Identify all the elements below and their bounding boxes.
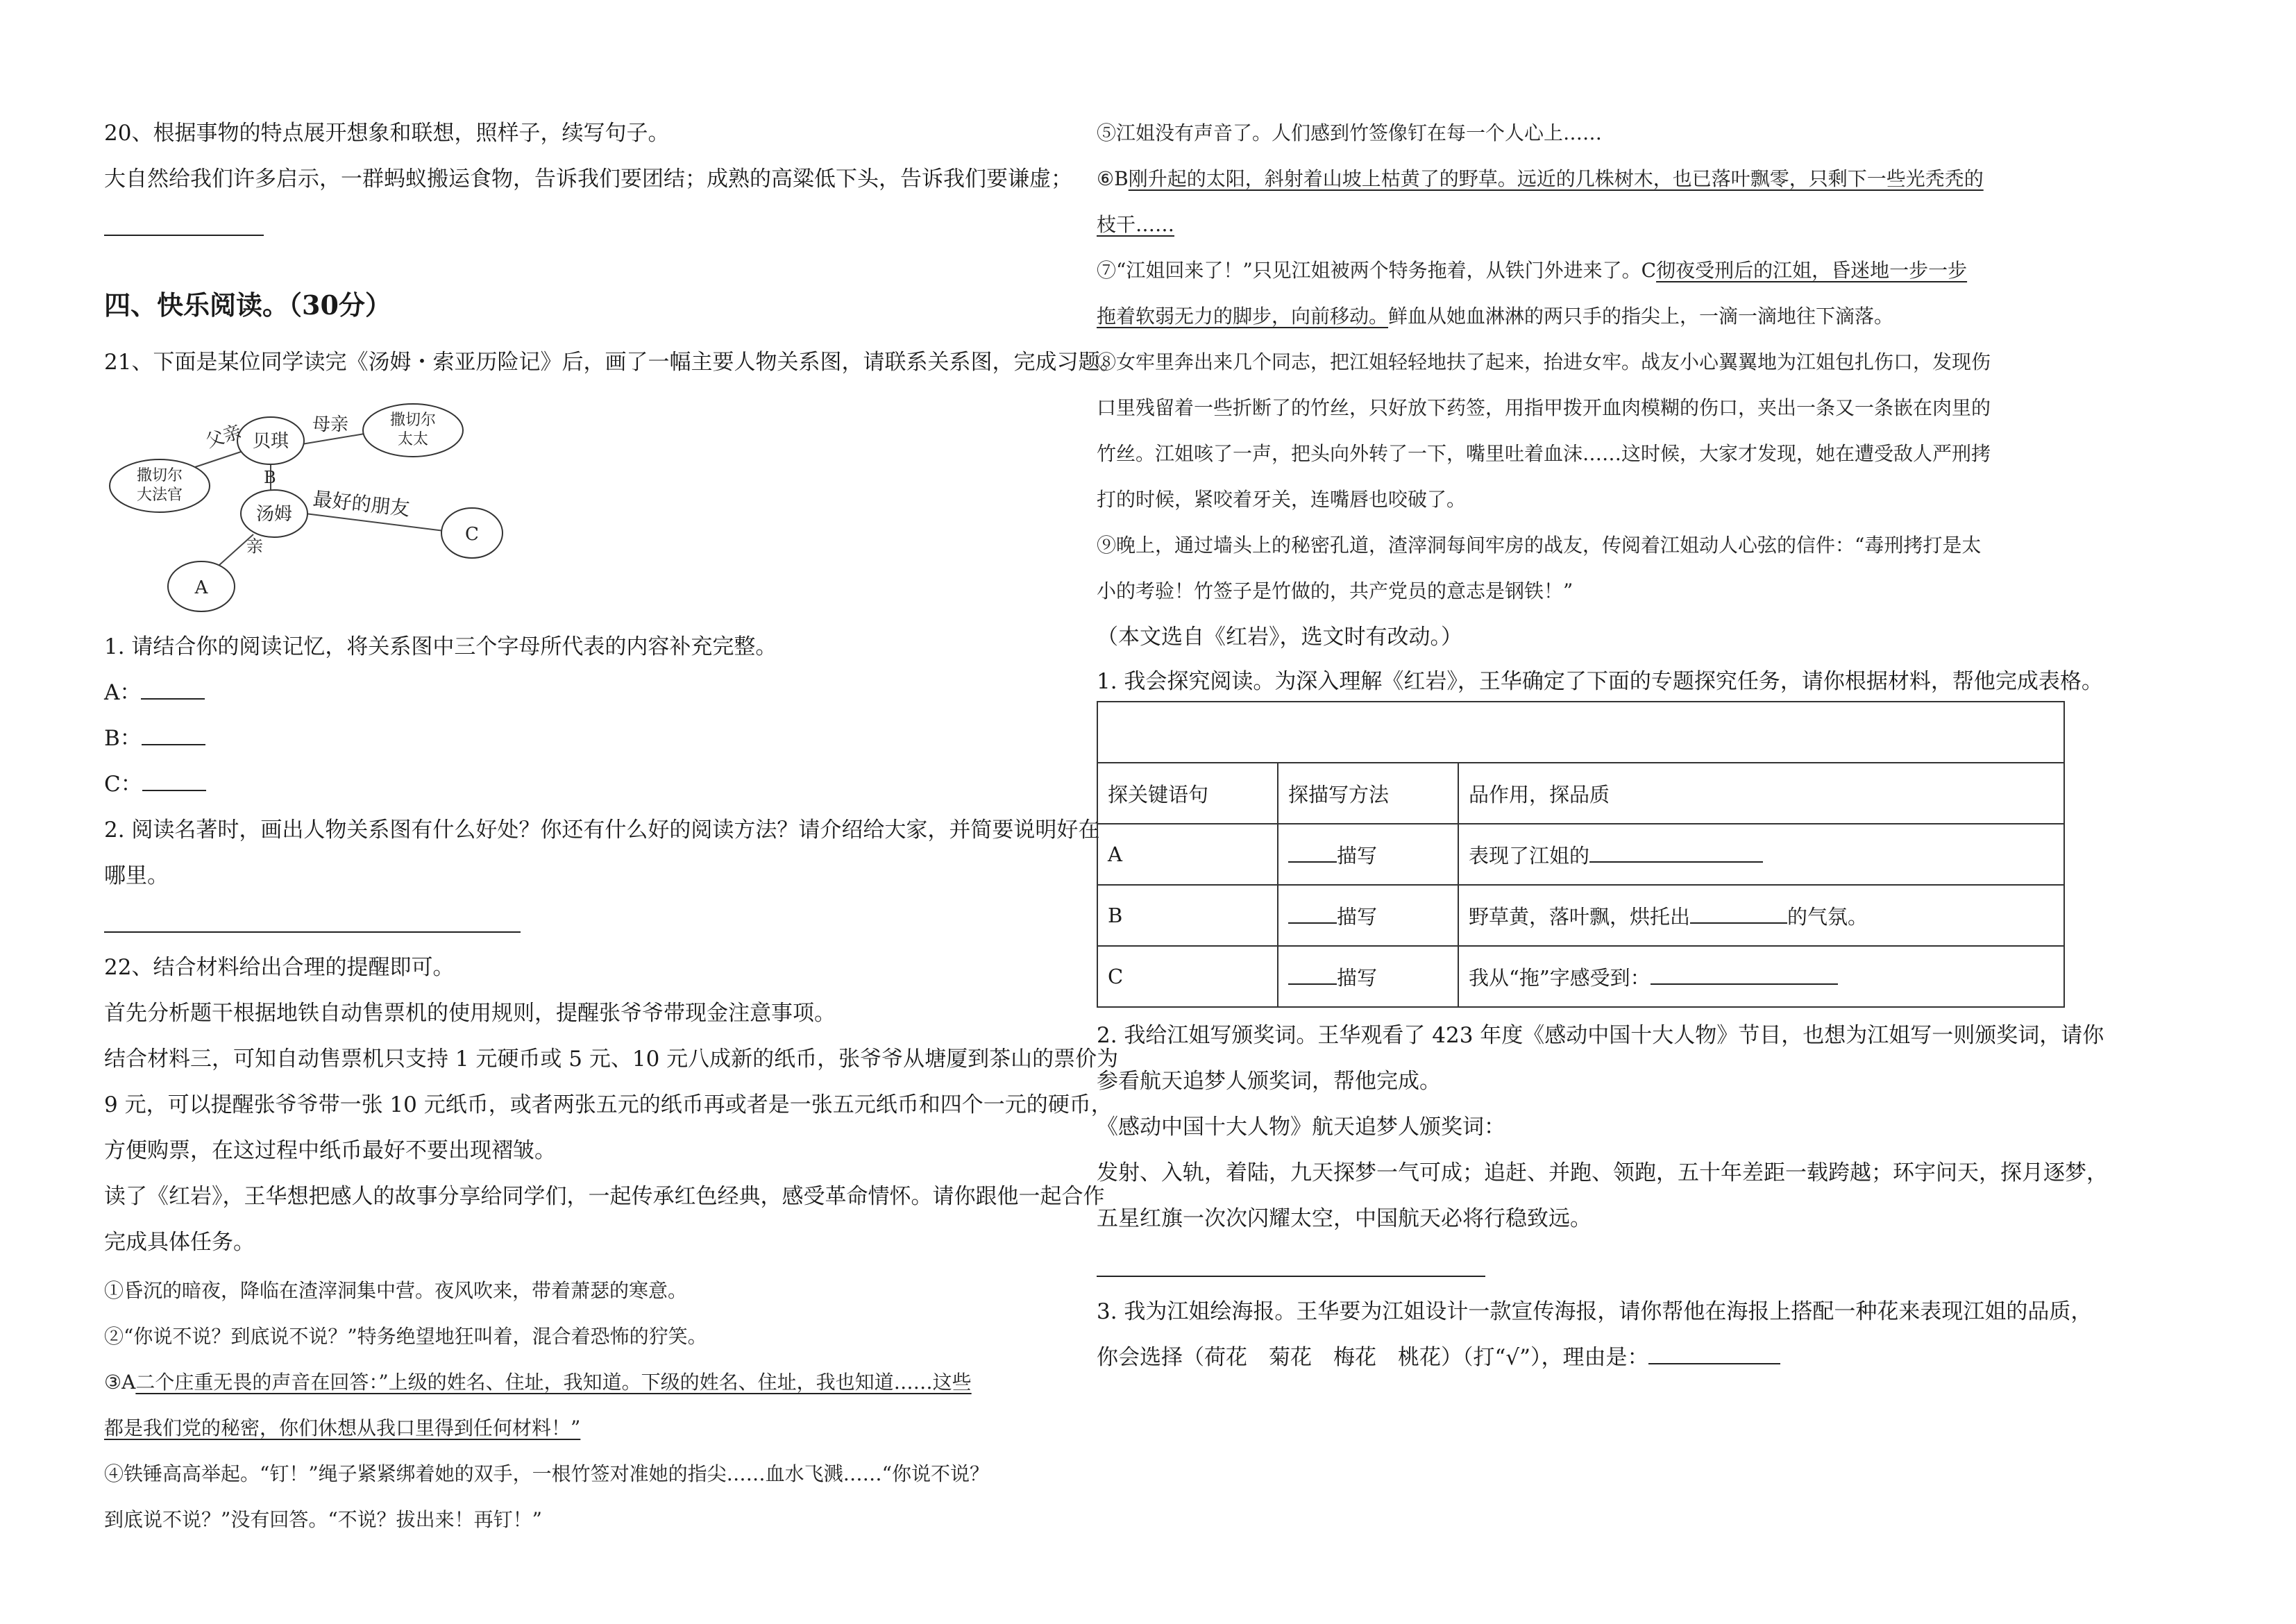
para3-underlined-1: 二个庄重无畏的声音在回答：”上级的姓名、住址，我知道。下级的姓名、住址，我也知道……这些 xyxy=(135,1371,972,1394)
q22-title: 22、结合材料给出合理的提醒即可。 xyxy=(104,955,455,980)
passage-para6-line2 xyxy=(1097,210,1174,240)
para7-text-1: ⑦“江姐回来了！”只见江姐被两个特务拖着，从铁门外进来了。C xyxy=(1097,259,1657,282)
label-b: B xyxy=(264,468,276,487)
task3-line1: 3. 我为江姐绘海报。王华要为江姐设计一款宣传海报，请你帮他在海报上搭配一种花来表现江姐的品质， xyxy=(1097,1299,2093,1324)
q21-title: 21、下面是某位同学读完《汤姆・索亚历险记》后，画了一幅主要人物关系图，请联系关系图，完成习题。 xyxy=(104,350,1122,375)
passage-para3-line1 xyxy=(104,1367,972,1398)
row-b-method-blank[interactable] xyxy=(1288,906,1337,924)
table-row xyxy=(1097,946,2064,1007)
q21-a-blank[interactable] xyxy=(141,698,205,700)
section4-title: 四、快乐阅读。（30分） xyxy=(104,289,391,321)
table-blank-cell xyxy=(1097,702,2064,763)
row-a-effect: 表现了江姐的 xyxy=(1469,843,1590,868)
q20-text: 大自然给我们许多启示，一群蚂蚁搬运食物，告诉我们要团结；成熟的高粱低下头，告诉我们要谦虚； xyxy=(104,167,1072,192)
q21-sub2-answer-line[interactable] xyxy=(104,931,521,933)
row-b-effect: 野草黄，落叶飘，烘托出 xyxy=(1469,904,1691,929)
table-header-row xyxy=(1097,763,2064,824)
row-b-method: 描写 xyxy=(1337,904,1378,929)
passage-para9-line2: 小的考验！竹签子是竹做的，共产党员的意志是钢铁！” xyxy=(1097,580,1573,602)
q21-sub1: 1. 请结合你的阅读记忆，将关系图中三个字母所代表的内容补充完整。 xyxy=(104,634,777,659)
label-father: 父亲 xyxy=(203,421,244,452)
passage-para7-line1 xyxy=(1097,255,1967,286)
passage-para5: ⑤江姐没有声音了。人们感到竹签像钉在每一个人心上…… xyxy=(1097,121,1603,144)
task2-line2: 参看航天追梦人颁奖词，帮他完成。 xyxy=(1097,1069,1441,1094)
row-a-key: A xyxy=(1097,824,1278,885)
passage-para9-line1: ⑨晚上，通过墙头上的秘密孔道，渣滓洞每间牢房的战友，传阅着江姐动人心弦的信件：“毒刑拷打是太 xyxy=(1097,534,1982,557)
passage-para3-line2 xyxy=(104,1413,580,1444)
passage-source: （本文选自《红岩》，选文时有改动。） xyxy=(1097,625,1462,650)
row-c-method-cell xyxy=(1278,946,1458,1007)
table-row xyxy=(1097,824,2064,885)
row-c-key: C xyxy=(1097,946,1278,1007)
row-c-effect-blank[interactable] xyxy=(1651,967,1838,985)
q21-answer-a xyxy=(104,677,205,708)
award-title: 《感动中国十大人物》航天追梦人颁奖词： xyxy=(1097,1115,1505,1140)
passage-para8-line1: ⑧女牢里奔出来几个同志，把江姐轻轻地扶了起来，抬进女牢。战友小心翼翼地为江姐包扎伤口，发现伤 xyxy=(1097,350,1991,373)
label-mother: 母亲 xyxy=(312,414,349,435)
header-key: 探关键语句 xyxy=(1097,763,1278,824)
row-c-effect-cell xyxy=(1458,946,2064,1007)
row-a-effect-cell xyxy=(1458,824,2064,885)
task2-line1: 2. 我给江姐写颁奖词。王华观看了 423 年度《感动中国十大人物》节目，也想为江姐写一则颁奖词，请你 xyxy=(1097,1023,2104,1048)
row-b-method-cell xyxy=(1278,885,1458,946)
passage-para1: ①昏沉的暗夜，降临在渣滓洞集中营。夜风吹来，带着萧瑟的寒意。 xyxy=(104,1279,688,1302)
para7-text-2: 鲜血从她血淋淋的两只手的指尖上，一滴一滴地往下滴落。 xyxy=(1388,305,1894,328)
passage-para6-line1 xyxy=(1097,164,1984,194)
q21-answer-c xyxy=(104,769,206,800)
row-c-effect: 我从“拖”字感受到： xyxy=(1469,965,1651,990)
q21-b-blank[interactable] xyxy=(142,744,205,745)
award-line1: 发射、入轨，着陆，九天探梦一气可成；追赶、并跑、领跑，五十年差距一载跨越；环宇问天，探月逐梦， xyxy=(1097,1160,2108,1185)
label-friend: 最好的朋友 xyxy=(312,487,411,521)
node-a-label: A xyxy=(194,577,208,598)
passage-para8-line4: 打的时候，紧咬着牙关，连嘴唇也咬破了。 xyxy=(1097,488,1467,511)
task2-answer-line[interactable] xyxy=(1097,1276,1485,1277)
q21-sub2-line1: 2. 阅读名著时，画出人物关系图有什么好处？你还有什么好的阅读方法？请介绍给大家，并简要说明好在 xyxy=(104,818,1100,843)
task3-line2 xyxy=(1097,1342,1780,1373)
para3-marker: ③A xyxy=(104,1371,136,1394)
passage-para8-line3: 竹丝。江姐咳了一声，把头向外转了一下，嘴里吐着血沫……这时候，大家才发现，她在遭受敌人严刑拷 xyxy=(1097,442,1991,465)
passage-para4-line1: ④铁锤高高举起。“钉！”绳子紧紧绑着她的双手，一根竹签对准她的指尖……血水飞溅……“你说不说？ xyxy=(104,1462,989,1485)
q21-c-blank[interactable] xyxy=(142,790,206,791)
table-row xyxy=(1097,885,2064,946)
row-b-effect-suffix: 的气氛。 xyxy=(1787,904,1868,929)
q21-b-label: B： xyxy=(104,726,142,751)
para7-underlined-1: 彻夜受刑后的江姐，昏迷地一步一步 xyxy=(1656,259,1968,282)
node-wife-label-1: 撒切尔 xyxy=(389,412,437,429)
label-relative: 亲 xyxy=(246,536,263,556)
q22-para3-line1: 读了《红岩》，王华想把感人的故事分享给同学们，一起传承红色经典，感受革命情怀。请你跟他一起合作 xyxy=(104,1184,1105,1209)
node-c-label: C xyxy=(465,524,479,545)
row-b-effect-cell xyxy=(1458,885,2064,946)
q21-answer-b xyxy=(104,723,205,754)
para7-underlined-2: 拖着软弱无力的脚步，向前移动。 xyxy=(1097,305,1389,328)
q22-para1: 首先分析题干根据地铁自动售票机的使用规则，提醒张爷爷带现金注意事项。 xyxy=(104,1001,836,1026)
q21-c-label: C： xyxy=(104,772,142,797)
q21-sub2-line2: 哪里。 xyxy=(104,863,169,888)
node-judge-label-2: 大法官 xyxy=(136,487,183,504)
row-a-method-blank[interactable] xyxy=(1288,845,1337,863)
row-b-effect-blank[interactable] xyxy=(1690,906,1787,924)
award-line2: 五星红旗一次次闪耀太空，中国航天必将行稳致远。 xyxy=(1097,1206,1592,1231)
relationship-diagram xyxy=(104,389,521,625)
node-wife-label-2: 太太 xyxy=(397,431,429,448)
task3-reason-blank[interactable] xyxy=(1648,1363,1780,1364)
para6-underlined-2: 枝干…… xyxy=(1097,213,1175,236)
passage-para4-line2: 到底说不说？”没有回答。“不说？拔出来！再钉！” xyxy=(104,1508,542,1531)
edge-mother xyxy=(302,434,364,444)
node-tom-label: 汤姆 xyxy=(255,504,293,525)
row-a-method: 描写 xyxy=(1337,843,1378,868)
q20-answer-line[interactable] xyxy=(104,235,264,236)
row-c-method: 描写 xyxy=(1337,965,1378,990)
passage-para7-line2 xyxy=(1097,301,1893,332)
q21-a-label: A： xyxy=(104,680,142,705)
q22-para2-line1: 结合材料三，可知自动售票机只支持 1 元硬币或 5 元、10 元八成新的纸币，张爷爷从塘厦到茶山的票价为 xyxy=(104,1047,1119,1072)
q22-para3-line2: 完成具体任务。 xyxy=(104,1230,255,1255)
header-effect: 品作用，探品质 xyxy=(1458,763,2064,824)
row-c-method-blank[interactable] xyxy=(1288,967,1337,985)
q20-title: 20、根据事物的特点展开想象和联想，照样子，续写句子。 xyxy=(104,121,670,146)
para6-marker: ⑥B xyxy=(1097,167,1129,190)
task1-prompt: 1. 我会探究阅读。为深入理解《红岩》，王华确定了下面的专题探究任务，请你根据材料，帮他完成表格。 xyxy=(1097,669,2103,694)
node-becky-label: 贝琪 xyxy=(252,431,289,452)
para3-underlined-2: 都是我们党的秘密，你们休想从我口里得到任何材料！” xyxy=(104,1416,581,1439)
table-blank-row xyxy=(1097,702,2064,763)
header-method: 探描写方法 xyxy=(1278,763,1458,824)
row-b-key: B xyxy=(1097,885,1278,946)
q22-para2-line2: 9 元，可以提醒张爷爷带一张 10 元纸币，或者两张五元的纸币再或者是一张五元纸币和四个一元的硬币， xyxy=(104,1092,1113,1117)
row-a-effect-blank[interactable] xyxy=(1589,845,1763,863)
q22-para2-line3: 方便购票，在这过程中纸币最好不要出现褶皱。 xyxy=(104,1138,556,1163)
task3-prompt: 你会选择（荷花 菊花 梅花 桃花）（打“√”），理由是： xyxy=(1097,1345,1649,1370)
passage-para2: ②“你说不说？到底说不说？”特务绝望地狂叫着，混合着恐怖的狞笑。 xyxy=(104,1325,707,1348)
para6-underlined-1: 刚升起的太阳，斜射着山坡上枯黄了的野草。远近的几株树木，也已落叶飘零，只剩下一些光秃秃的 xyxy=(1128,167,1984,190)
node-judge-label-1: 撒切尔 xyxy=(136,467,183,484)
inquiry-table xyxy=(1097,701,2065,1008)
row-a-method-cell xyxy=(1278,824,1458,885)
passage-para8-line2: 口里残留着一些折断了的竹丝，只好放下药签，用指甲拨开血肉模糊的伤口，夹出一条又一条嵌在肉里的 xyxy=(1097,396,1991,419)
